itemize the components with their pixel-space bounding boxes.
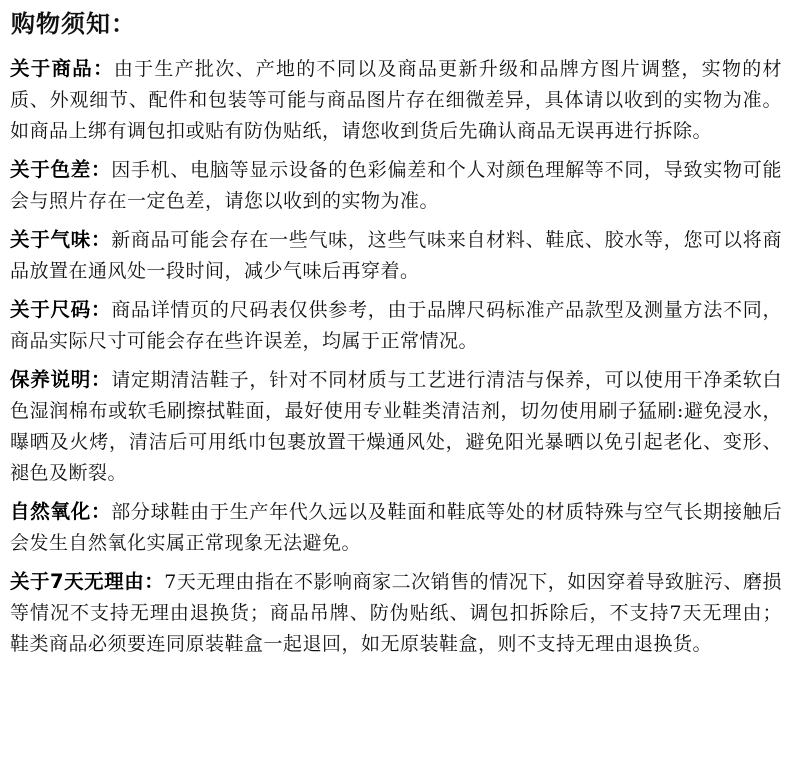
section-label: 关于商品：	[10, 57, 114, 80]
section-label: 自然氧化：	[10, 500, 112, 523]
section-text: 新商品可能会存在一些气味，这些气味来自材料、鞋底、胶水等，您可以将商品放置在通风处一段时间，减少气味后再穿着。	[10, 229, 782, 282]
section-label: 关于气味：	[10, 228, 112, 251]
section-text: 由于生产批次、产地的不同以及商品更新升级和品牌方图片调整，实物的材质、外观细节、配件和包装等可能与商品图片存在细微差异，具体请以收到的实物为准。如商品上绑有调包扣或贴有防伪贴纸，请您收到货后先确认商品无误再进行拆除。	[10, 58, 782, 142]
section-text: 部分球鞋由于生产年代久远以及鞋面和鞋底等处的材质特殊与空气长期接触后会发生自然氧化实属正常现象无法避免。	[10, 501, 782, 554]
section-text: 商品详情页的尺码表仅供参考，由于品牌尺码标准产品款型及测量方法不同，商品实际尺寸可能会存在些许误差，均属于正常情况。	[10, 299, 782, 352]
notice-sections	[10, 53, 782, 667]
section-care	[10, 364, 782, 489]
section-label: 保养说明：	[10, 368, 112, 391]
section-oxidation	[10, 496, 782, 559]
section-label: 关于7天无理由：	[10, 570, 165, 593]
section-label: 关于色差：	[10, 158, 112, 181]
section-size	[10, 294, 782, 357]
section-text: 因手机、电脑等显示设备的色彩偏差和个人对颜色理解等不同，导致实物可能会与照片存在一定色差，请您以收到的实物为准。	[10, 159, 782, 212]
page-title: 购物须知：	[11, 10, 136, 38]
section-text: 7天无理由指在不影响商家二次销售的情况下，如因穿着导致脏污、磨损等情况不支持无理由退换货；商品吊牌、防伪贴纸、调包扣拆除后，不支持7天无理由；鞋类商品必须要连同原装鞋盒一起退回，如无原装鞋盒，则不支持无理由退换货。	[10, 571, 782, 655]
section-7-day-return	[10, 566, 782, 660]
section-odor	[10, 224, 782, 287]
section-color-difference	[10, 154, 782, 217]
section-text: 请定期清洁鞋子，针对不同材质与工艺进行清洁与保养，可以使用干净柔软白色湿润棉布或软毛刷擦拭鞋面，最好使用专业鞋类清洁剂，切勿使用刷子猛刷:避免浸水，曝晒及火烤，清洁后可用纸巾包裹放置干燥通风处，避免阳光暴晒以免引起老化、变形、褪色及断裂。	[10, 369, 782, 484]
section-product	[10, 53, 782, 147]
section-label: 关于尺码：	[10, 298, 112, 321]
